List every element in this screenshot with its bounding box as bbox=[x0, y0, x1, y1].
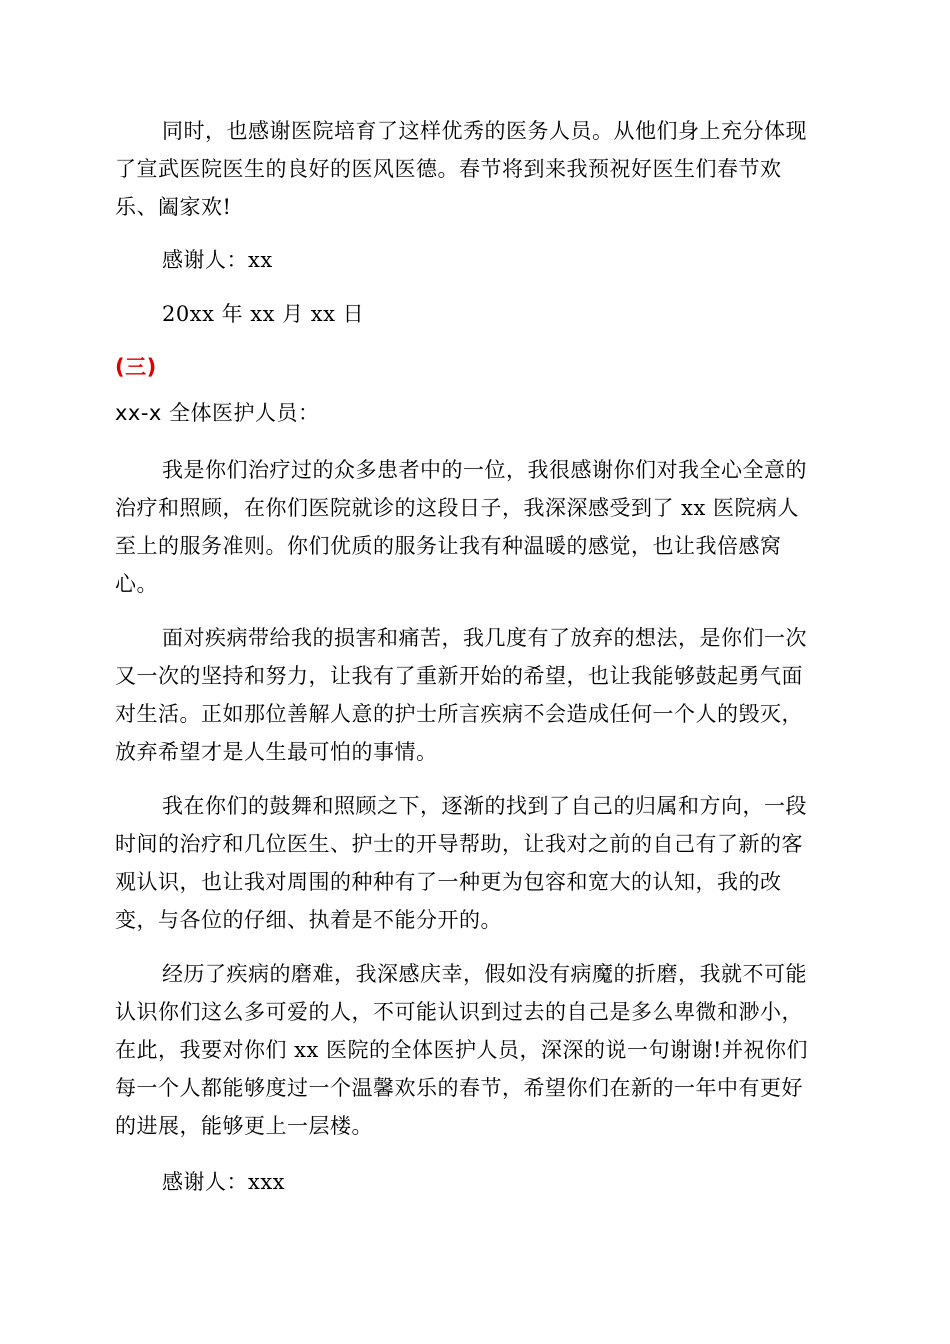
paragraph-line: 变，与各位的仔细、执着是不能分开的。 bbox=[115, 908, 502, 932]
letter-salutation: xx-x 全体医护人员： bbox=[115, 401, 320, 425]
paragraph-line: 放弃希望才是人生最可怕的事情。 bbox=[115, 740, 438, 764]
paragraph-line: 乐、阖家欢! bbox=[115, 195, 232, 219]
paragraph-line: 又一次的坚持和努力，让我有了重新开始的希望，也让我能够鼓起勇气面 bbox=[115, 664, 803, 688]
paragraph-line: 同时，也感谢医院培育了这样优秀的医务人员。从他们身上充分体现 bbox=[162, 119, 807, 143]
signature-date: 20xx 年 xx 月 xx 日 bbox=[162, 302, 365, 326]
paragraph-line: 的进展，能够更上一层楼。 bbox=[115, 1114, 373, 1138]
paragraph-line: 观认识，也让我对周围的种种有了一种更为包容和宽大的认知，我的改 bbox=[115, 870, 782, 894]
paragraph-line: 在此，我要对你们 xx 医院的全体医护人员，深深的说一句谢谢!并祝你们 bbox=[115, 1038, 808, 1062]
paragraph-line: 心。 bbox=[115, 572, 158, 596]
paragraph-line: 我在你们的鼓舞和照顾之下，逐渐的找到了自己的归属和方向，一段 bbox=[162, 794, 807, 818]
paragraph-line: 时间的治疗和几位医生、护士的开导帮助，让我对之前的自己有了新的客 bbox=[115, 832, 803, 856]
paragraph-line: 治疗和照顾，在你们医院就诊的这段日子，我深深感受到了 xx 医院病人 bbox=[115, 496, 800, 520]
paragraph-line: 经历了疾病的磨难，我深感庆幸，假如没有病魔的折磨，我就不可能 bbox=[162, 962, 807, 986]
thanker-signature: 感谢人：xxx bbox=[162, 1170, 286, 1194]
section-heading: (三) bbox=[115, 355, 157, 379]
paragraph-line: 我是你们治疗过的众多患者中的一位，我很感谢你们对我全心全意的 bbox=[162, 458, 807, 482]
paragraph-line: 对生活。正如那位善解人意的护士所言疾病不会造成任何一个人的毁灭， bbox=[115, 702, 803, 726]
paragraph-line: 至上的服务准则。你们优质的服务让我有种温暖的感觉，也让我倍感窝 bbox=[115, 534, 782, 558]
paragraph-line: 了宣武医院医生的良好的医风医德。春节将到来我预祝好医生们春节欢 bbox=[115, 157, 782, 181]
paragraph-line: 面对疾病带给我的损害和痛苦，我几度有了放弃的想法，是你们一次 bbox=[162, 626, 807, 650]
paragraph-line: 认识你们这么多可爱的人，不可能认识到过去的自己是多么卑微和渺小， bbox=[115, 1000, 803, 1024]
thanker-signature: 感谢人：xx bbox=[162, 248, 273, 272]
paragraph-line: 每一个人都能够度过一个温馨欢乐的春节，希望你们在新的一年中有更好 bbox=[115, 1076, 803, 1100]
